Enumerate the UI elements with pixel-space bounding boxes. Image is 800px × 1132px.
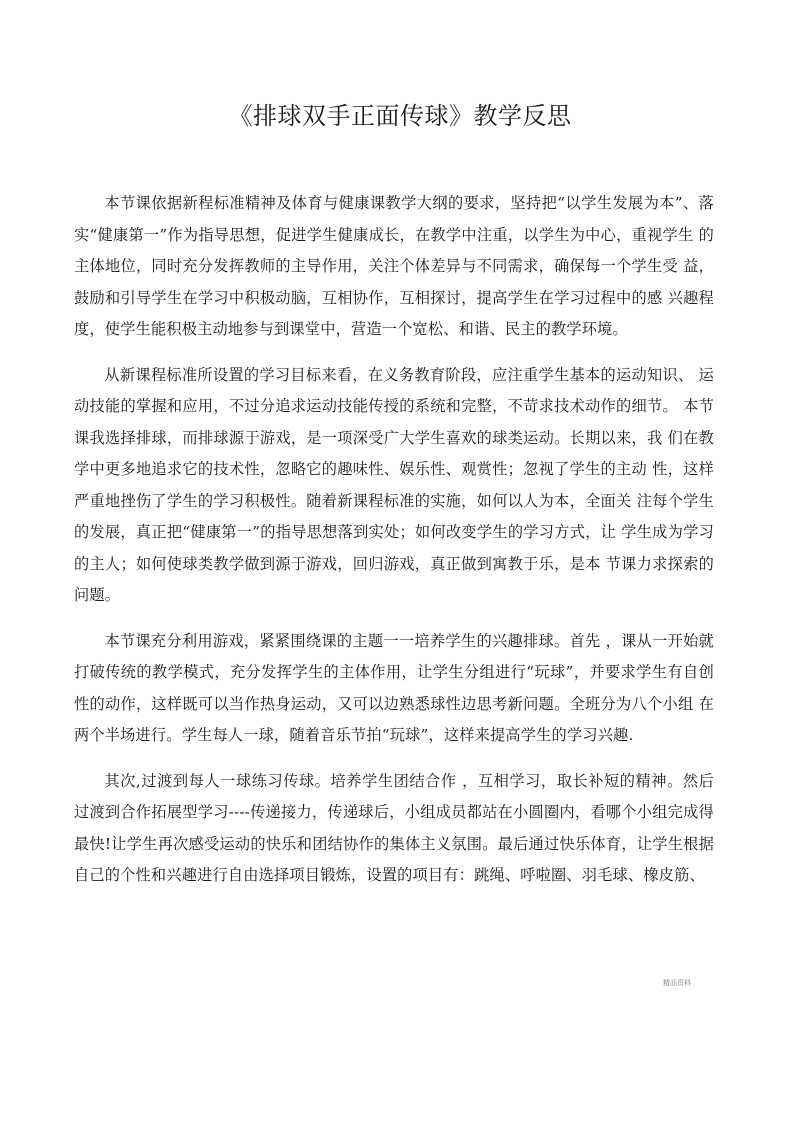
document-body bbox=[74, 188, 714, 906]
paragraph-4: 其次,过渡到每人一球练习传球。培养学生团结合作 ，互相学习，取长补短的精神。然后过渡到合作拓展型学习----传递接力，传递球后，小组成员都站在小圆圈内，看哪个小组完成得最快!让学生再次感受运动的快乐和团结协作的集体主义氛围。最后通过快乐体育，让学生根据 自己的个性和兴趣进行自由选择项目锻炼，设置的项目有：跳绳、呼啦圈、羽毛球、橡皮筋、 bbox=[74, 771, 714, 884]
paragraph-1: 本节课依据新程标准精神及体育与健康课教学大纲的要求，坚持把“以学生发展为本”、落实“健康第一”作为指导思想，促进学生健康成长，在教学中注重，以学生为中心，重视学生 的主体地位，同时充分发挥教师的主导作用，关注个体差异与不同需求，确保每一个学生受 益，鼓励和引导学生在学习中积极动脑，互相协作，互相探讨，提高学生在学习过程中的感 兴趣程度，使学生能积极主动地参与到课堂中，营造一个宽松、和谐、民主的教学环境。 bbox=[74, 194, 714, 338]
paragraph-2: 从新课程标准所设置的学习目标来看，在义务教育阶段，应注重学生基本的运动知识、 运动技能的掌握和应用，不过分追求运动技能传授的系统和完整，不苛求技术动作的细节。 本节课我选择排球，而排球源于游戏，是一项深受广大学生喜欢的球类运动。长期以来，我 们在教学中更多地追求它的技术性，忽略它的趣味性、娱乐性、观赏性；忽视了学生的主动 性，这样严重地挫伤了学生的学习积极性。随着新课程标准的实施，如何以人为本，全面关 注每个学生的发展，真正把“健康第一”的指导思想落到实处；如何改变学生的学习方式，让 学生成为学习的主人；如何使球类教学做到源于游戏，回归游戏，真正做到寓教于乐，是本 节课力求探索的问题。 bbox=[74, 365, 714, 604]
watermark-label: 精品资料 bbox=[663, 979, 691, 987]
document-title: 《排球双手正面传球》教学反思 bbox=[228, 102, 572, 130]
paragraph-3: 本节课充分利用游戏，紧紧围绕课的主题一一培养学生的兴趣排球。首先 ，课从一开始就打破传统的教学模式，充分发挥学生的主体作用，让学生分组进行“玩球”，并要求学生有自创性的动作，这样既可以当作热身运动，又可以边熟悉球性边思考新问题。全班分为八个小组 在两个半场进行。学生每人一球，随着音乐节拍“玩球”，这样来提高学生的学习兴趣. bbox=[74, 631, 714, 744]
